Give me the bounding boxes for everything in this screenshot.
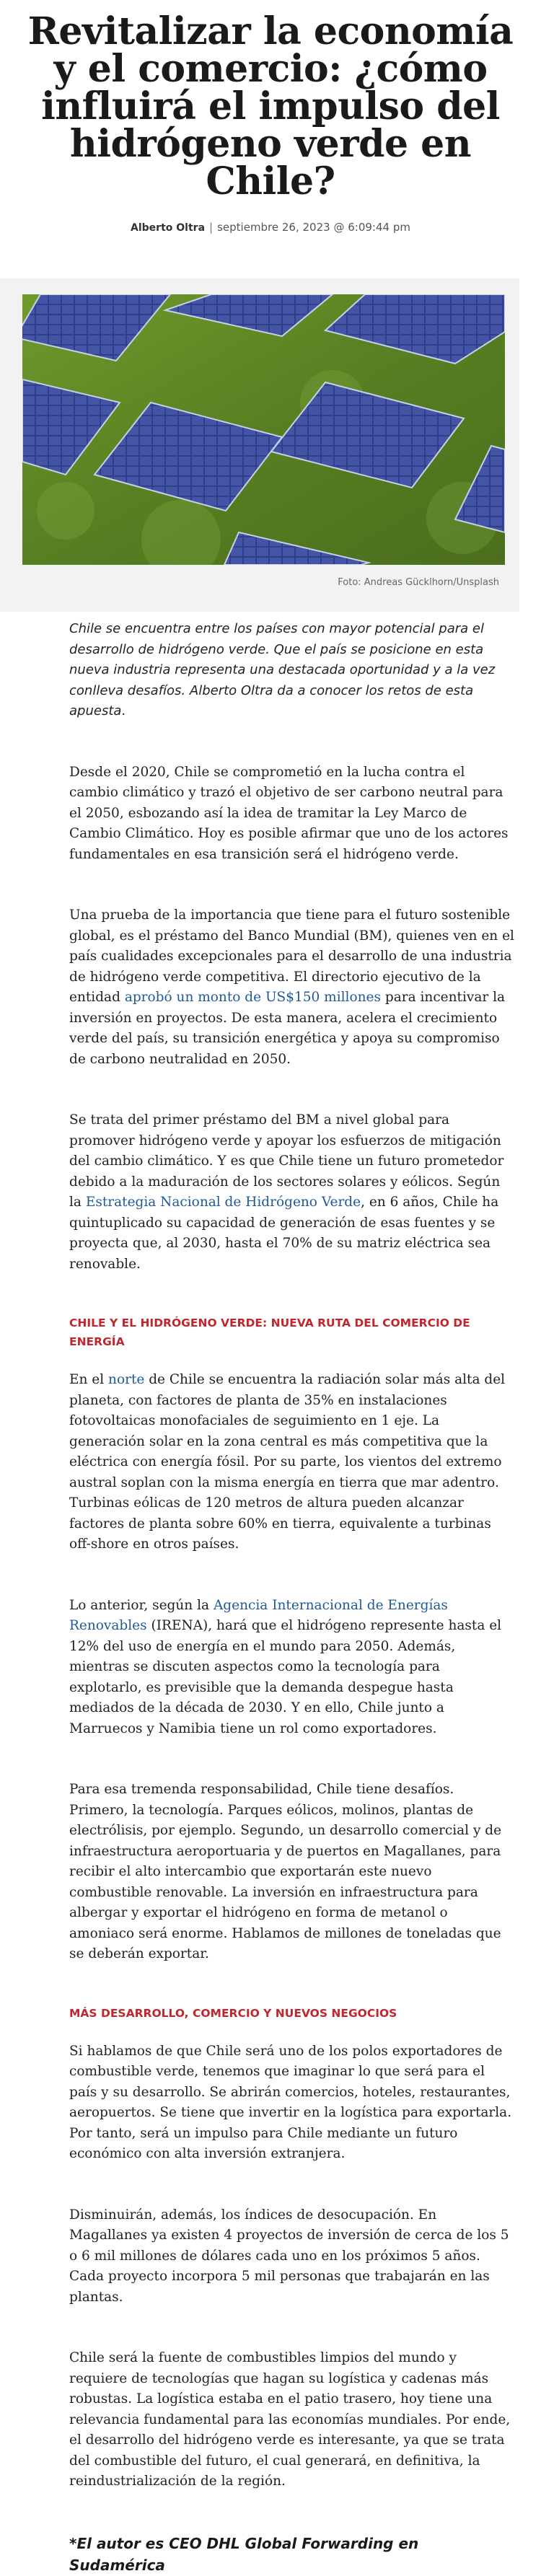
hero-figure — [0, 278, 519, 612]
paragraph-5-text-b: (IRENA), hará que el hidrógeno represente hasta el 12% del uso de energía en el mundo para 2050. Además, mientras se discuten aspectos como la tecnología para explotarlo, es previsible que la demanda despegue hasta mediados de la década de 2030. Y en ello, Chile junto a Marruecos y Namibia tiene un rol como exportadores. — [69, 1618, 502, 1736]
article-title: Revitalizar la economía y el comercio: ¿cómo influirá el impulso del hidrógeno verde en Chile? — [27, 9, 514, 203]
paragraph-4-text-a: En el — [69, 1372, 109, 1387]
article-body — [0, 619, 541, 2576]
solar-panels-illustration — [22, 294, 505, 565]
paragraph-2-text-a: Una prueba de la importancia que tiene para el futuro sostenible global, es el préstamo del Banco Mundial (BM), quienes ven en el país cualidades excepcionales para el desarrollo de una industria de hidrógeno verde competitiva. El directorio ejecutivo de la entidad — [69, 907, 514, 1005]
paragraph-3-text-a: Se trata del primer préstamo del BM a nivel global para promover hidrógeno verde y apoyar los esfuerzos de mitigación del cambio climático. Y es que Chile tiene un futuro prometedor debido a la maduración de los sectores solares y eólicos. Según la — [69, 1112, 504, 1210]
byline-separator: | — [209, 221, 214, 234]
image-credit: Foto: Andreas Gücklhorn/Unsplash — [338, 577, 499, 588]
article-lead — [69, 619, 516, 722]
paragraph-1: Desde el 2020, Chile se comprometió en la lucha contra el cambio climático y trazó el objetivo de ser carbono neutral para el 2050, esbozando así la idea de tramitar la Ley Marco de Cambio Climático. Hoy es posible afirmar que uno de los actores fundamentales en esa transición será el hidrógeno verde. — [69, 764, 509, 862]
link-irena[interactable]: Agencia Internacional de Energías Renovables — [69, 1597, 448, 1633]
paragraph-5 — [69, 1596, 516, 1740]
link-world-bank-loan[interactable]: aprobó un monto de US$150 millones — [124, 990, 381, 1005]
paragraph-4-text-b: de Chile se encuentra la radiación solar más alta del planeta, con factores de planta de 35% en instalaciones fotovoltaicas monofaciales de seguimiento en 1 eje. La generación solar en la zona central es más competitiva que la eléctrica con energía fósil. Por su parte, los vientos del extremo austral soplan con la misma energía en tierra que mar adentro. Turbinas eólicas de 120 metros de altura pueden alcanzar factores de planta sobre 60% en tierra, equivalente a turbinas off-shore en otros países. — [69, 1372, 506, 1552]
publish-date: septiembre 26, 2023 @ 6:09:44 pm — [217, 221, 410, 234]
author-note: *El autor es CEO DHL Global Forwarding en Sudamérica — [69, 2534, 419, 2574]
hero-image-solar-panels — [22, 294, 505, 565]
paragraph-2-text-b: para incentivar la inversión en proyectos. De esta manera, acelera el crecimiento verde del país, su transición energética y apoya su compromiso de carbono neutralidad en 2050. — [69, 990, 506, 1067]
author-name[interactable]: Alberto Oltra — [131, 222, 206, 234]
byline — [0, 221, 541, 234]
paragraph-4 — [69, 1370, 516, 1555]
paragraph-9: Chile será la fuente de combustibles limpios del mundo y requiere de tecnologías que hagan su logística y cadenas más robustas. La logística estaba en el patio trasero, hoy tiene una relevancia fundamental para las economías mundiales. Por ende, el desarrollo del hidrógeno verde es interesante, ya que se trata del combustible del futuro, el cual generará, en definitiva, la reindustrialización de la región. — [69, 2350, 511, 2489]
section-heading-1: CHILE Y EL HIDRÓGENO VERDE: NUEVA RUTA DEL COMERCIO DE ENERGÍA — [69, 1316, 470, 1348]
paragraph-3-text-b: , en 6 años, Chile ha quintuplicado su capacidad de generación de esas fuentes y se proyecta que, al 2030, hasta el 70% de su matriz eléctrica sea renovable. — [69, 1195, 499, 1272]
lead-end: . — [121, 703, 126, 718]
link-national-strategy[interactable]: Estrategia Nacional de Hidrógeno Verde — [85, 1195, 361, 1210]
paragraph-8: Disminuirán, además, los índices de desocupación. En Magallanes ya existen 4 proyectos de inversión de cerca de los 5 o 6 mil millones de dólares cada uno en los próximos 5 años. Cada proyecto incorpora 5 mil personas que trabajarán en las plantas. — [69, 2207, 509, 2305]
paragraph-6: Para esa tremenda responsabilidad, Chile tiene desafíos. Primero, la tecnología. Parques eólicos, molinos, plantas de electrólisis, por ejemplo. Segundo, un desarrollo comercial y de infraestructura aeroportuaria y de puertos en Magallanes, para recibir el alto intercambio que exportarán este nuevo combustible renovable. La inversión en infraestructura para albergar y exportar el hidrógeno en forma de metanol o amoniaco será enorme. Hablamos de millones de toneladas que se deberán exportar. — [69, 1782, 502, 1961]
paragraph-7: Si hablamos de que Chile será uno de los polos exportadores de combustible verde, tenemos que imaginar lo que será para el país y su desarrollo. Se abrirán comercios, hoteles, restaurantes, aeropuertos. Se tiene que invertir en la logística para exportarla. Por tanto, será un impulso para Chile mediante un futuro económico con alta inversión extranjera. — [69, 2043, 512, 2161]
link-norte[interactable]: norte — [108, 1372, 145, 1387]
paragraph-2 — [69, 905, 516, 1070]
lead-text: Chile se encuentra entre los países con mayor potencial para el desarrollo de hidrógeno verde. Que el país se posicione en esta nueva industria representa una destacada oportunidad y a la vez conlleva desafíos. Alberto Oltra da a conocer los retos de esta apuesta — [69, 621, 496, 718]
paragraph-5-text-a: Lo anterior, según la — [69, 1597, 214, 1613]
section-heading-2: MÁS DESARROLLO, COMERCIO Y NUEVOS NEGOCIOS — [69, 2006, 397, 2020]
paragraph-3 — [69, 1110, 516, 1275]
